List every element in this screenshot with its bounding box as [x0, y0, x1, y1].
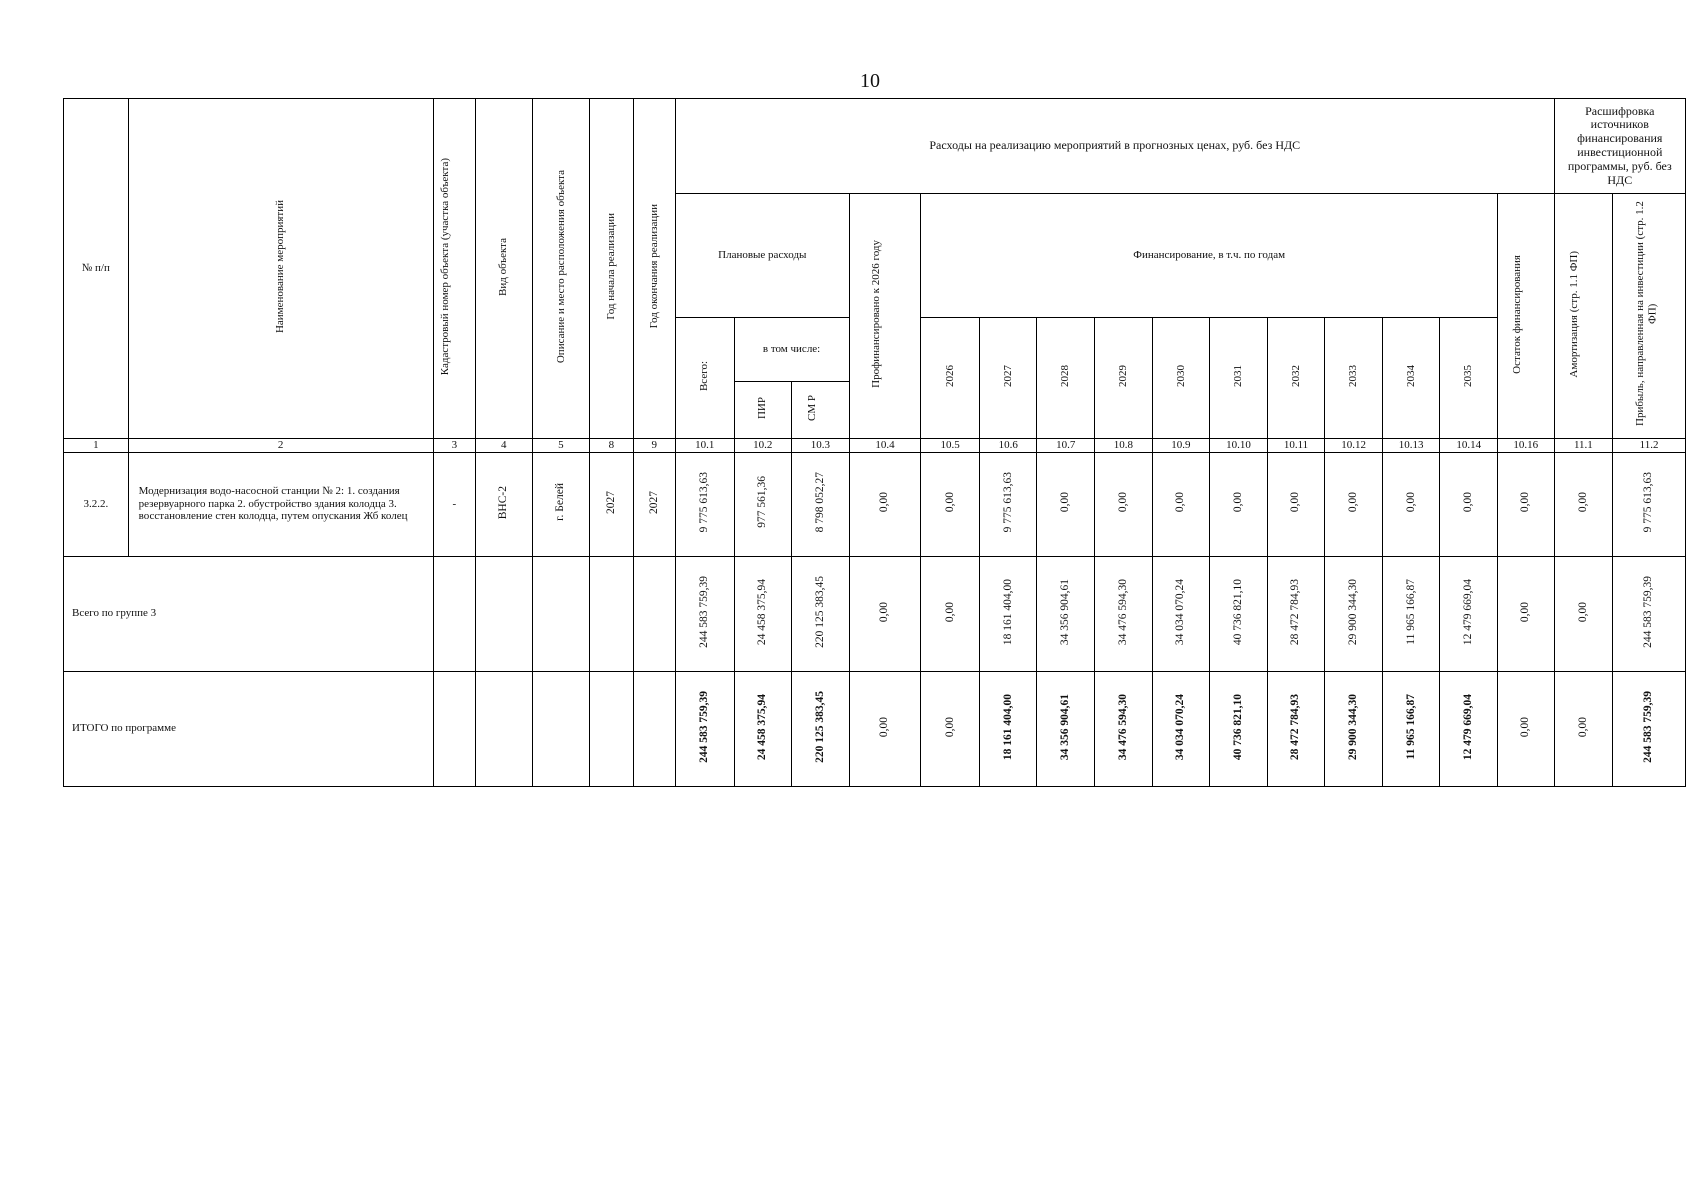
program-total-year-value: 34 356 904,61 [1037, 671, 1095, 786]
empty-cell [532, 671, 590, 786]
empty-cell [476, 671, 533, 786]
header-object-type: Вид объекта [476, 99, 533, 439]
page-number: 10 [860, 70, 880, 92]
group-total-year-value: 29 900 344,30 [1325, 556, 1383, 671]
header-year-start: Год начала реализации [590, 99, 633, 439]
header-prefinanced: Профинансировано к 2026 году [849, 194, 921, 439]
row-pir: 977 561,36 [734, 452, 792, 556]
program-total-year-value: 28 472 784,93 [1267, 671, 1325, 786]
colnum: 10.5 [921, 438, 980, 452]
empty-cell [633, 556, 675, 671]
group-total-year-value: 34 476 594,30 [1095, 556, 1153, 671]
empty-cell [590, 671, 633, 786]
header-year-2032: 2032 [1267, 318, 1325, 439]
group-total-year-value: 28 472 784,93 [1267, 556, 1325, 671]
row-year-value: 0,00 [1152, 452, 1210, 556]
colnum: 10.16 [1497, 438, 1554, 452]
group-total-year-value: 11 965 166,87 [1382, 556, 1440, 671]
colnum: 10.2 [734, 438, 792, 452]
group-total-smr: 220 125 383,45 [792, 556, 850, 671]
program-total-remaining: 0,00 [1497, 671, 1554, 786]
program-total-year-value: 11 965 166,87 [1382, 671, 1440, 786]
row-name: Модернизация водо-насосной станции № 2: 1. создания резервуарного парка 2. обустройство здания колодца 3. восстановление стен колодца, путем опускания Жб колец [128, 452, 433, 556]
group-total-year-value: 18 161 404,00 [979, 556, 1037, 671]
header-profit: Прибыль, направленная на инвестиции (стр. 1.2 ФП) [1613, 194, 1686, 439]
header-pir: ПИР [734, 381, 792, 438]
header-cadastral: Кадастровый номер объекта (участка объекта) [433, 99, 475, 439]
group-total-year-value: 40 736 821,10 [1210, 556, 1268, 671]
investment-program-table [63, 98, 1686, 787]
program-total-prefinanced: 0,00 [849, 671, 921, 786]
header-name: Наименование мероприятий [128, 99, 433, 439]
group-total-label: Всего по группе 3 [64, 556, 434, 671]
row-smr: 8 798 052,27 [792, 452, 850, 556]
header-year-2028: 2028 [1037, 318, 1095, 439]
program-total-year-value: 29 900 344,30 [1325, 671, 1383, 786]
colnum: 4 [476, 438, 533, 452]
group-total-remaining: 0,00 [1497, 556, 1554, 671]
header-amortization: Амортизация (стр. 1.1 ФП) [1554, 194, 1613, 439]
header-smr: СМ Р [792, 381, 850, 438]
header-financing-years: Финансирование, в т.ч. по годам [921, 194, 1498, 318]
colnum: 10.12 [1325, 438, 1383, 452]
header-year-2035: 2035 [1440, 318, 1498, 439]
row-profit: 9 775 613,63 [1613, 452, 1686, 556]
header-total: Всего: [675, 318, 734, 439]
program-total-year-value: 12 479 669,04 [1440, 671, 1498, 786]
header-year-2029: 2029 [1095, 318, 1153, 439]
row-no: 3.2.2. [64, 452, 129, 556]
colnum: 10.3 [792, 438, 850, 452]
program-total-year-value: 0,00 [921, 671, 980, 786]
colnum: 2 [128, 438, 433, 452]
table-row [64, 452, 1686, 556]
column-numbers-row [64, 438, 1686, 452]
colnum: 11.2 [1613, 438, 1686, 452]
row-year-value: 0,00 [1382, 452, 1440, 556]
group-total-year-value: 34 034 070,24 [1152, 556, 1210, 671]
program-total-year-value: 18 161 404,00 [979, 671, 1037, 786]
program-total-year-value: 34 034 070,24 [1152, 671, 1210, 786]
row-year-value: 0,00 [1210, 452, 1268, 556]
colnum: 10.6 [979, 438, 1037, 452]
empty-cell [532, 556, 590, 671]
row-prefinanced: 0,00 [849, 452, 921, 556]
colnum: 10.8 [1095, 438, 1153, 452]
colnum: 11.1 [1554, 438, 1613, 452]
colnum: 10.13 [1382, 438, 1440, 452]
colnum: 10.11 [1267, 438, 1325, 452]
program-total-year-value: 40 736 821,10 [1210, 671, 1268, 786]
group-total-amortization: 0,00 [1554, 556, 1613, 671]
header-year-2026: 2026 [921, 318, 980, 439]
program-total-total: 244 583 759,39 [675, 671, 734, 786]
program-total-profit: 244 583 759,39 [1613, 671, 1686, 786]
header-sources-group: Расшифровка источников финансирования инвестиционной программы, руб. без НДС [1554, 99, 1685, 194]
colnum: 10.9 [1152, 438, 1210, 452]
empty-cell [433, 671, 475, 786]
program-total-year-value: 34 476 594,30 [1095, 671, 1153, 786]
colnum: 10.7 [1037, 438, 1095, 452]
row-description: г. Белей [532, 452, 590, 556]
group-total-prefinanced: 0,00 [849, 556, 921, 671]
header-including: в том числе: [734, 318, 849, 382]
program-total-label: ИТОГО по программе [64, 671, 434, 786]
row-total: 9 775 613,63 [675, 452, 734, 556]
colnum: 10.10 [1210, 438, 1268, 452]
row-object-type: ВНС-2 [476, 452, 533, 556]
header-year-2034: 2034 [1382, 318, 1440, 439]
program-total-row [64, 671, 1686, 786]
group-total-profit: 244 583 759,39 [1613, 556, 1686, 671]
colnum: 10.1 [675, 438, 734, 452]
row-year-end: 2027 [633, 452, 675, 556]
group-total-year-value: 0,00 [921, 556, 980, 671]
colnum: 3 [433, 438, 475, 452]
colnum: 5 [532, 438, 590, 452]
colnum: 8 [590, 438, 633, 452]
row-year-value: 0,00 [921, 452, 980, 556]
row-year-value: 0,00 [1325, 452, 1383, 556]
group-total-year-value: 12 479 669,04 [1440, 556, 1498, 671]
program-total-smr: 220 125 383,45 [792, 671, 850, 786]
row-year-value: 0,00 [1095, 452, 1153, 556]
group-total-pir: 24 458 375,94 [734, 556, 792, 671]
row-year-value: 0,00 [1037, 452, 1095, 556]
header-year-2030: 2030 [1152, 318, 1210, 439]
row-cadastral: - [433, 452, 475, 556]
header-no: № п/п [64, 99, 129, 439]
header-planned: Плановые расходы [675, 194, 849, 318]
colnum: 10.14 [1440, 438, 1498, 452]
colnum: 10.4 [849, 438, 921, 452]
empty-cell [590, 556, 633, 671]
header-year-end: Год окончания реализации [633, 99, 675, 439]
row-year-value: 9 775 613,63 [979, 452, 1037, 556]
row-remaining: 0,00 [1497, 452, 1554, 556]
header-expenses-group: Расходы на реализацию мероприятий в прогнозных ценах, руб. без НДС [675, 99, 1554, 194]
header-year-2031: 2031 [1210, 318, 1268, 439]
group-total-year-value: 34 356 904,61 [1037, 556, 1095, 671]
empty-cell [633, 671, 675, 786]
header-description: Описание и место расположения объекта [532, 99, 590, 439]
header-year-2027: 2027 [979, 318, 1037, 439]
group-total-row [64, 556, 1686, 671]
row-year-value: 0,00 [1267, 452, 1325, 556]
colnum: 9 [633, 438, 675, 452]
group-total-total: 244 583 759,39 [675, 556, 734, 671]
program-total-amortization: 0,00 [1554, 671, 1613, 786]
empty-cell [476, 556, 533, 671]
header-year-2033: 2033 [1325, 318, 1383, 439]
row-year-start: 2027 [590, 452, 633, 556]
row-amortization: 0,00 [1554, 452, 1613, 556]
header-remaining: Остаток финансирования [1497, 194, 1554, 439]
empty-cell [433, 556, 475, 671]
row-year-value: 0,00 [1440, 452, 1498, 556]
program-total-pir: 24 458 375,94 [734, 671, 792, 786]
colnum: 1 [64, 438, 129, 452]
